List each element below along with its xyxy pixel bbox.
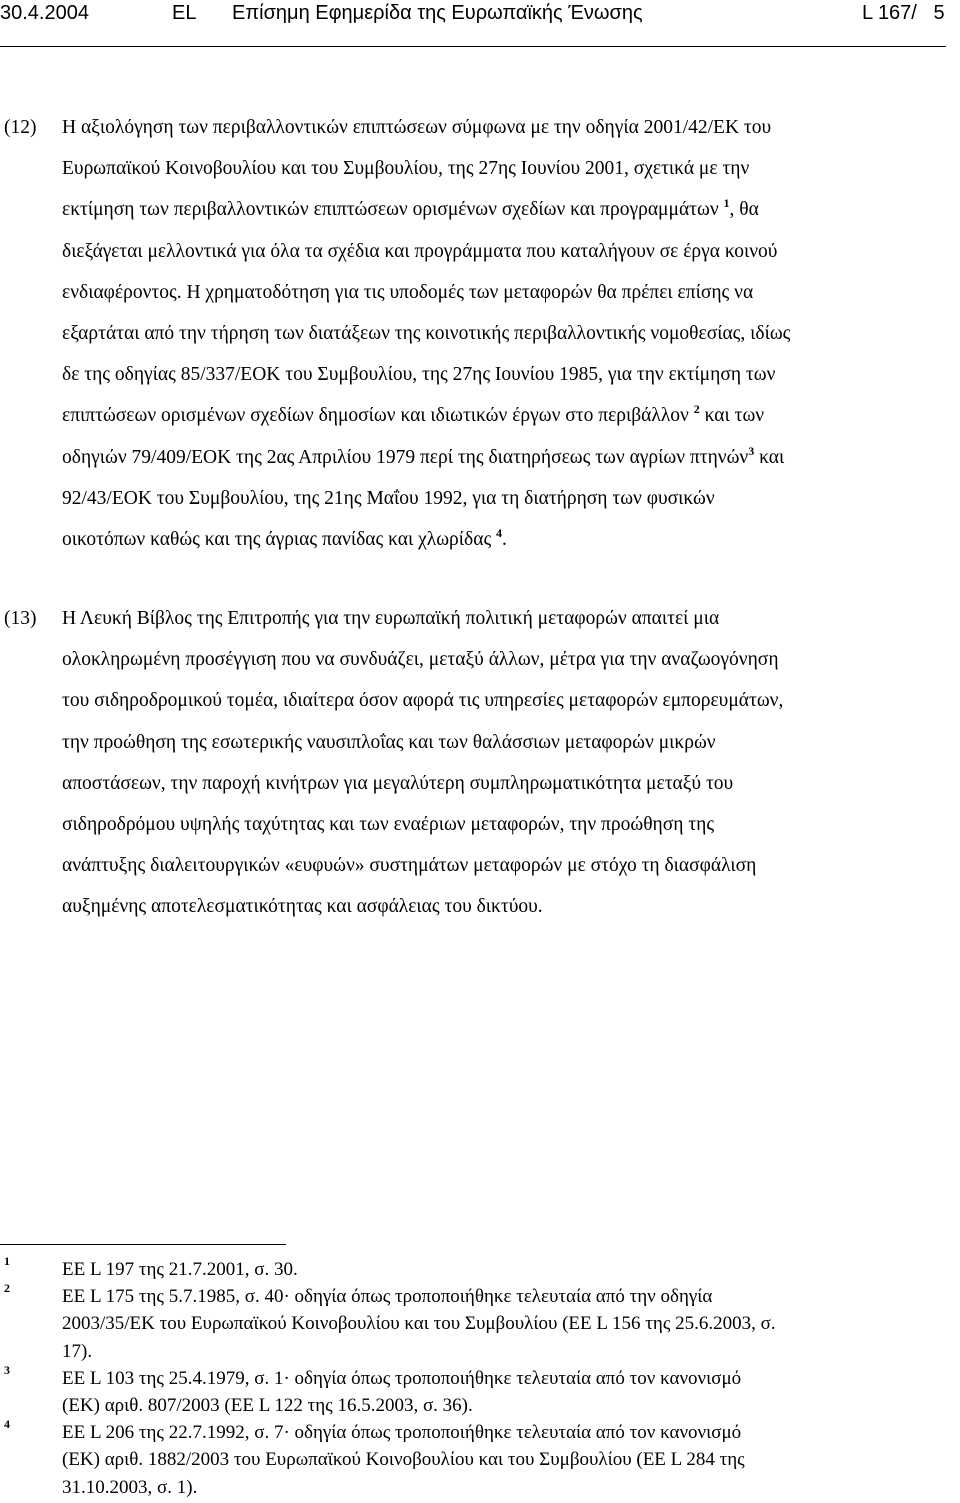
footnote-2 [0,1283,958,1365]
text-line: Ευρωπαϊκού Κοινοβουλίου και του Συμβουλίου, της 27ης Ιουνίου 2001, σχετικά με την [62,158,750,180]
header-rule [0,46,946,47]
footnote-ref[interactable]: 4 [496,525,503,540]
recital-text [62,598,958,928]
text-line: εκτίμηση των περιβαλλοντικών επιπτώσεων ορισμένων σχεδίων και προγραμμάτων $^1$, θα [62,196,759,221]
footnote-text: 2003/35/ΕΚ του Ευρωπαϊκού Κοινοβουλίου και του Συμβουλίου (ΕΕ L 156 της 25.6.2003, σ. [62,1313,776,1335]
text-line: Η Λευκή Βίβλος της Επιτροπής για την ευρωπαϊκή πολιτική μεταφορών απαιτεί μια [62,608,720,629]
recital-number: (12) [4,117,37,138]
text-line: αποστάσεων, την παροχή κινήτρων για μεγαλύτερη συμπληρωματικότητα μεταξύ του [62,772,734,794]
footnotes [0,1256,958,1501]
text-line: οδηγιών 79/409/ΕΟΚ της 2ας Απριλίου 1979 περί της διατηρήσεως των αγρίων πτηνών$^3$ και [62,443,785,468]
text-line: αυξημένης αποτελεσματικότητας και ασφάλειας του δικτύου. [62,896,543,918]
footnote-ref[interactable]: 3 [748,443,755,458]
text-line: ανάπτυξης διαλειτουργικών «ευφυών» συστημάτων μεταφορών με στόχο τη διασφάλιση [62,855,757,877]
text-line: 92/43/ΕΟΚ του Συμβουλίου, της 21ης Μαΐου 1992, για τη διατήρηση των φυσικών [62,487,715,509]
text-line: δε της οδηγίας 85/337/ΕΟΚ του Συμβουλίου, της 27ης Ιουνίου 1985, για την εκτίμηση των [62,364,776,386]
text-line: του σιδηροδρομικού τομέα, ιδιαίτερα όσον αφορά τις υπηρεσίες μεταφορών εμπορευμάτων, [62,690,784,712]
footnote-text: 31.10.2003, σ. 1). [62,1476,198,1498]
footnote-3 [0,1362,958,1419]
footnote-number: 4 [4,1417,10,1432]
footnote-4 [0,1419,958,1501]
recital-number: (13) [4,608,37,629]
text-line: την προώθηση της εσωτερικής ναυσιπλοΐας και των θαλάσσιων μεταφορών μικρών [62,731,716,753]
footnote-number: 2 [4,1281,10,1296]
footnote-separator [0,1244,286,1245]
text-line: ενδιαφέροντος. Η χρηματοδότηση για τις υποδομές των μεταφορών θα πρέπει επίσης να [62,281,754,303]
text-line: σιδηροδρόμου υψηλής ταχύτητας και των εναέριων μεταφορών, την προώθηση της [62,813,715,835]
page-header [0,0,960,30]
text-line: Η αξιολόγηση των περιβαλλοντικών επιπτώσεων σύμφωνα με την οδηγία 2001/42/ΕΚ του [62,117,772,138]
footnote-text: (ΕΚ) αριθ. 1882/2003 του Ευρωπαϊκού Κοινοβουλίου και του Συμβουλίου (ΕΕ L 284 της [62,1449,745,1471]
header-page-number: L 167/ 5 [862,2,945,24]
footnote-text: (ΕΚ) αριθ. 807/2003 (ΕΕ L 122 της 16.5.2003, σ. 36). [62,1395,473,1417]
footnote-ref[interactable]: 2 [693,402,700,417]
footnote-text: 17). [62,1340,93,1362]
text-line: επιπτώσεων ορισμένων σχεδίων δημοσίων και ιδιωτικών έργων στο περιβάλλον $^2$ και των [62,402,765,427]
text-line: εξαρτάται από την τήρηση των διατάξεων της κοινοτικής περιβαλλοντικής νομοθεσίας, ιδίως [62,322,791,344]
text-line: διεξάγεται μελλοντικά για όλα τα σχέδια και προγράμματα που καταλήγουν σε έργα κοινού [62,240,778,262]
footnote-text: ΕΕ L 206 της 22.7.1992, σ. 7· οδηγία όπως τροποποιήθηκε τελευταία από τον κανονισμό [62,1422,742,1444]
text-line: οικοτόπων καθώς και της άγριας πανίδας και χλωρίδας $^4$. [62,525,507,550]
header-date: 30.4.2004 [0,2,89,24]
footnote-text: ΕΕ L 197 της 21.7.2001, σ. 30. [62,1259,298,1280]
footnote-text: ΕΕ L 175 της 5.7.1985, σ. 40· οδηγία όπως τροποποιήθηκε τελευταία από την οδηγία [62,1286,713,1308]
recital-text [62,107,958,560]
footnote-text: ΕΕ L 103 της 25.4.1979, σ. 1· οδηγία όπως τροποποιήθηκε τελευταία από τον κανονισμό [62,1367,742,1389]
header-journal-title: Επίσημη Εφημερίδα της Ευρωπαϊκής Ένωσης [232,2,643,24]
header-language: EL [172,2,197,24]
footnote-number: 3 [4,1362,10,1377]
text-line: ολοκληρωμένη προσέγγιση που να συνδυάζει, μεταξύ άλλων, μέτρα για την αναζωογόνηση [62,649,779,671]
footnote-ref[interactable]: 1 [723,196,730,211]
footnote-1 [0,1256,958,1283]
footnote-number: 1 [4,1254,10,1268]
